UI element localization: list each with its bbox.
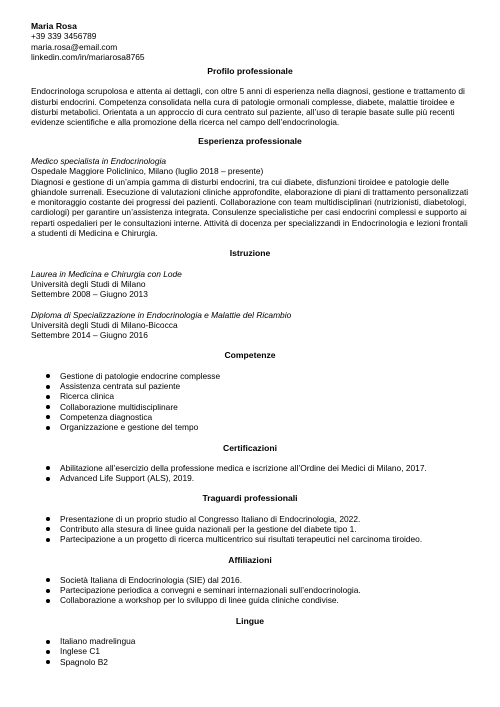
list-item: Collaborazione a workshop per lo sviluppo di linee guida cliniche condivise. (60, 595, 469, 605)
email-address: maria.rosa@email.com (31, 41, 118, 52)
certifications-heading: Certificazioni (223, 442, 277, 453)
degree-title: Diploma di Specializzazione in Endocrinologia e Malattie del Ricambio (31, 309, 292, 320)
school-name: Università degli Studi di Milano (31, 278, 146, 289)
affiliations-heading: Affiliazioni (228, 554, 272, 565)
languages-heading: Lingue (235, 615, 265, 626)
contact-header (31, 21, 469, 62)
profile-text: Endocrinologa scrupolosa e attenta ai dettagli, con oltre 5 anni di esperienza nella diagnosi, gestione e trattamento di disturbi endocrini. Competenza consolidata nella cura di patologie ormonali complesse, diabete, malattie tiroidee e disturbi metabolici. Orientata a un approccio di cura centrato sul paziente, all’uso di terapie basate sulle più recenti evidenze scientifiche e alla promozione della ricerca nel campo dell’endocrinologia. (31, 86, 465, 128)
degree-title: Laurea in Medicina e Chirurgia con Lode (31, 268, 182, 279)
list-item: Abilitazione all’esercizio della professione medica e iscrizione all’Ordine dei Medici di Milano, 2017. (60, 463, 469, 473)
list-item: Assistenza centrata sul paziente (60, 381, 469, 391)
education-entry (31, 310, 469, 341)
achievements-heading: Traguardi professionali (202, 493, 298, 504)
list-item: Organizzazione e gestione del tempo (60, 422, 469, 432)
experience-heading: Esperienza professionale (198, 135, 302, 146)
education-dates: Settembre 2008 – Giugno 2013 (31, 289, 148, 300)
achievements-list (31, 514, 469, 545)
job-description: Diagnosi e gestione di un’ampia gamma di disturbi endocrini, tra cui diabete, disfunzioni tiroidee e patologie delle ghiandole surrenali. Esecuzione di valutazioni cliniche approfondite, elaborazione di piani di trattamento personalizzati e monitoraggio costante dei progressi dei pazienti. Collaborazione con team multidisciplinari (nutrizionisti, diabetologi, cardiologi) per garantire un’assistenza integrata. Consulenze specialistiche per casi endocrini complessi e supporto ai reparti ospedalieri per le consultazioni interne. Attività di docenza per specializzandi in Endocrinologia e lezioni frontali a studenti di Medicina e Chirurgia. (31, 176, 469, 239)
linkedin-url: linkedin.com/in/mariarosa8765 (31, 51, 145, 62)
list-item: Contributo alla stesura di linee guida nazionali per la gestione del diabete tipo 1. (60, 524, 469, 534)
list-item: Collaborazione multidisciplinare (60, 402, 469, 412)
list-item: Ricerca clinica (60, 391, 469, 401)
list-item: Inglese C1 (60, 646, 469, 656)
job-role: Medico specialista in Endocrinologia (31, 155, 167, 166)
profile-heading: Profilo professionale (207, 66, 293, 77)
list-item: Spagnolo B2 (60, 657, 469, 667)
experience-entry (31, 156, 469, 238)
person-name: Maria Rosa (31, 21, 77, 31)
skills-heading: Competenze (224, 350, 276, 361)
affiliations-list (31, 575, 469, 606)
skills-list (31, 371, 469, 433)
certifications-list (31, 463, 469, 484)
languages-list (31, 636, 469, 667)
education-entry (31, 269, 469, 300)
education-heading: Istruzione (229, 248, 271, 259)
job-place: Ospedale Maggiore Policlinico, Milano (luglio 2018 – presente) (31, 166, 264, 177)
list-item: Advanced Life Support (ALS), 2019. (60, 473, 469, 483)
school-name: Università degli Studi di Milano-Bicocca (31, 319, 178, 330)
phone-number: +39 339 3456789 (31, 31, 97, 42)
list-item: Gestione di patologie endocrine complesse (60, 371, 469, 381)
list-item: Partecipazione a un progetto di ricerca multicentrico sui risultati terapeutici nel carcinoma tiroideo. (60, 534, 469, 544)
list-item: Società Italiana di Endocrinologia (SIE) dal 2016. (60, 575, 469, 585)
education-dates: Settembre 2014 – Giugno 2016 (31, 330, 148, 341)
list-item: Italiano madrelingua (60, 636, 469, 646)
list-item: Competenza diagnostica (60, 412, 469, 422)
list-item: Partecipazione periodica a convegni e seminari internazionali sull’endocrinologia. (60, 585, 469, 595)
list-item: Presentazione di un proprio studio al Congresso Italiano di Endocrinologia, 2022. (60, 514, 469, 524)
